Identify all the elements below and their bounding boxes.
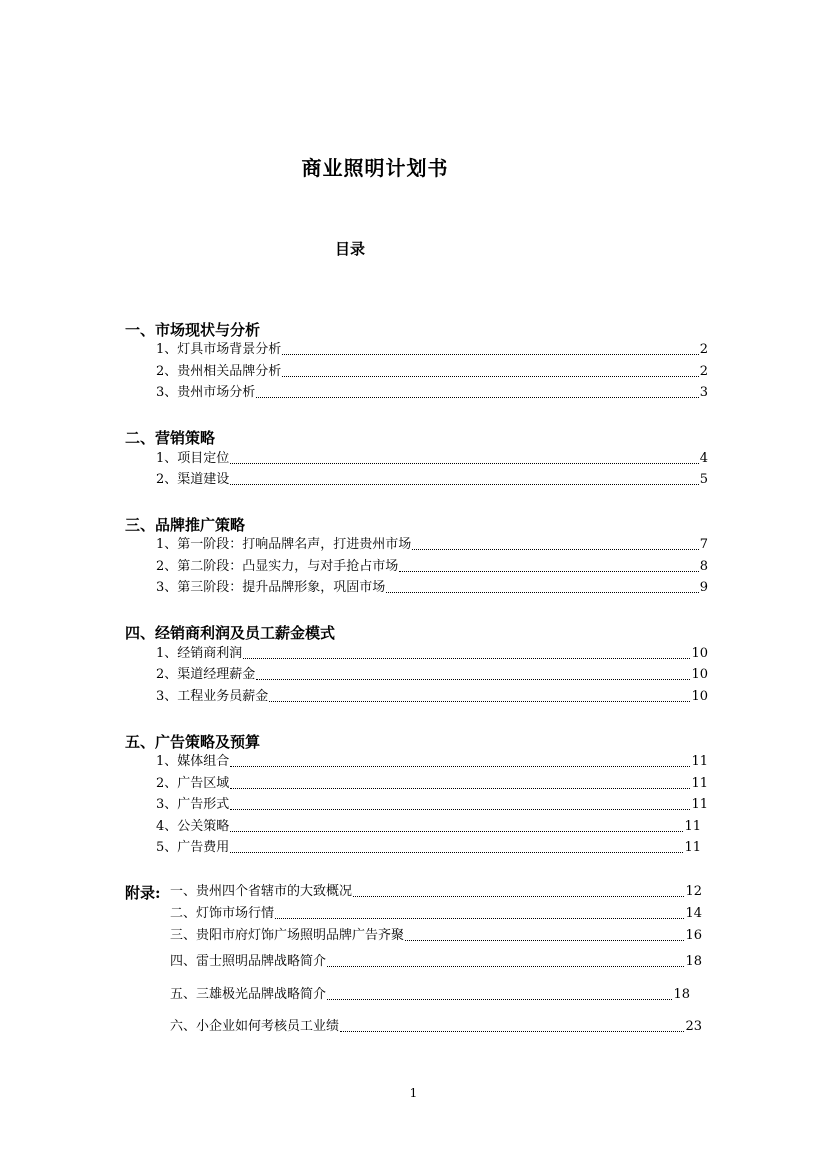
dot-leader bbox=[256, 679, 690, 680]
toc-entry-label: 五、三雄极光品牌战略简介 bbox=[170, 987, 327, 1002]
dot-leader bbox=[275, 918, 684, 919]
toc-entry[interactable] bbox=[156, 362, 708, 382]
toc-entry-label: 2、广告区域 bbox=[156, 776, 230, 791]
toc-entry-page: 23 bbox=[685, 1019, 702, 1034]
toc-entry-page: 2 bbox=[699, 342, 708, 357]
toc-entry[interactable] bbox=[156, 687, 708, 707]
toc-entry-label: 5、广告费用 bbox=[156, 840, 230, 855]
dot-leader bbox=[353, 896, 684, 897]
toc-entry[interactable] bbox=[156, 838, 701, 858]
toc-entry[interactable] bbox=[156, 557, 708, 577]
dot-leader bbox=[230, 788, 690, 789]
dot-leader bbox=[282, 354, 698, 355]
page-number: 1 bbox=[409, 1086, 418, 1100]
toc-entry-page: 18 bbox=[673, 987, 690, 1002]
dot-leader bbox=[230, 766, 690, 767]
toc-entry[interactable] bbox=[156, 340, 708, 360]
dot-leader bbox=[327, 966, 684, 967]
toc-entry-label: 四、雷士照明品牌战略简介 bbox=[170, 954, 327, 969]
toc-entry-page: 14 bbox=[685, 906, 702, 921]
toc-entry[interactable] bbox=[170, 985, 690, 1005]
dot-leader bbox=[230, 852, 683, 853]
toc-entry-page: 5 bbox=[699, 472, 708, 487]
toc-entry[interactable] bbox=[156, 795, 708, 815]
toc-entry-page: 11 bbox=[691, 797, 708, 812]
toc-entry-label: 1、项目定位 bbox=[156, 451, 230, 466]
toc-entry-label: 1、经销商利润 bbox=[156, 646, 243, 661]
dot-leader bbox=[386, 592, 698, 593]
toc-entry[interactable] bbox=[156, 578, 708, 598]
toc-entry-label: 2、贵州相关品牌分析 bbox=[156, 364, 282, 379]
toc-entry-page: 11 bbox=[691, 776, 708, 791]
toc-entry-label: 2、渠道建设 bbox=[156, 472, 230, 487]
toc-entry[interactable] bbox=[156, 752, 708, 772]
toc-entry-page: 10 bbox=[691, 646, 708, 661]
dot-leader bbox=[340, 1031, 684, 1032]
dot-leader bbox=[282, 376, 698, 377]
toc-entry-page: 9 bbox=[699, 580, 708, 595]
toc-entry-page: 18 bbox=[685, 954, 702, 969]
appendix-label: 附录: bbox=[125, 884, 161, 902]
section-heading: 一、市场现状与分析 bbox=[125, 321, 261, 339]
section-heading: 二、营销策略 bbox=[125, 429, 216, 447]
toc-entry-page: 11 bbox=[684, 819, 701, 834]
toc-entry-page: 8 bbox=[699, 559, 708, 574]
toc-entry-page: 10 bbox=[691, 667, 708, 682]
dot-leader bbox=[230, 809, 690, 810]
toc-entry[interactable] bbox=[170, 882, 702, 902]
dot-leader bbox=[243, 658, 690, 659]
toc-entry[interactable] bbox=[156, 535, 708, 555]
toc-entry-label: 六、小企业如何考核员工业绩 bbox=[170, 1019, 340, 1034]
toc-entry[interactable] bbox=[170, 904, 702, 924]
toc-entry[interactable] bbox=[156, 817, 701, 837]
toc-entry-label: 1、第一阶段：打响品牌名声，打进贵州市场 bbox=[156, 537, 412, 552]
toc-entry-label: 一、贵州四个省辖市的大致概况 bbox=[170, 884, 353, 899]
dot-leader bbox=[405, 940, 684, 941]
toc-entry-page: 11 bbox=[691, 754, 708, 769]
dot-leader bbox=[399, 571, 698, 572]
toc-entry-label: 1、灯具市场背景分析 bbox=[156, 342, 282, 357]
toc-entry-label: 3、贵州市场分析 bbox=[156, 385, 256, 400]
toc-entry-page: 3 bbox=[699, 385, 708, 400]
dot-leader bbox=[230, 463, 698, 464]
toc-entry-label: 3、第三阶段：提升品牌形象，巩固市场 bbox=[156, 580, 386, 595]
toc-entry[interactable] bbox=[156, 774, 708, 794]
toc-heading: 目录 bbox=[334, 240, 365, 258]
toc-entry-page: 12 bbox=[685, 884, 702, 899]
dot-leader bbox=[269, 701, 690, 702]
section-heading: 四、经销商利润及员工薪金模式 bbox=[125, 624, 336, 642]
toc-entry[interactable] bbox=[170, 926, 702, 946]
toc-entry-label: 2、第二阶段：凸显实力，与对手抢占市场 bbox=[156, 559, 399, 574]
section-heading: 三、品牌推广策略 bbox=[125, 516, 246, 534]
toc-entry-page: 11 bbox=[684, 840, 701, 855]
toc-entry-page: 16 bbox=[685, 928, 702, 943]
dot-leader bbox=[256, 397, 698, 398]
toc-entry[interactable] bbox=[156, 449, 708, 469]
toc-entry[interactable] bbox=[156, 644, 708, 664]
toc-entry-page: 10 bbox=[691, 689, 708, 704]
toc-entry[interactable] bbox=[170, 952, 702, 972]
section-heading: 五、广告策略及预算 bbox=[125, 733, 261, 751]
toc-entry[interactable] bbox=[156, 383, 708, 403]
toc-entry[interactable] bbox=[156, 470, 708, 490]
toc-entry-label: 3、广告形式 bbox=[156, 797, 230, 812]
toc-entry-page: 2 bbox=[699, 364, 708, 379]
toc-entry-page: 4 bbox=[699, 451, 708, 466]
toc-entry-label: 4、公关策略 bbox=[156, 819, 230, 834]
dot-leader bbox=[412, 549, 698, 550]
dot-leader bbox=[230, 484, 698, 485]
document-title: 商业照明计划书 bbox=[301, 156, 449, 180]
toc-entry-page: 7 bbox=[699, 537, 708, 552]
toc-entry-label: 三、贵阳市府灯饰广场照明品牌广告齐聚 bbox=[170, 928, 405, 943]
dot-leader bbox=[230, 831, 683, 832]
toc-entry-label: 3、工程业务员薪金 bbox=[156, 689, 269, 704]
toc-entry-label: 2、渠道经理薪金 bbox=[156, 667, 256, 682]
toc-entry[interactable] bbox=[170, 1017, 702, 1037]
toc-entry-label: 1、媒体组合 bbox=[156, 754, 230, 769]
toc-entry[interactable] bbox=[156, 665, 708, 685]
dot-leader bbox=[327, 999, 672, 1000]
toc-entry-label: 二、灯饰市场行情 bbox=[170, 906, 275, 921]
